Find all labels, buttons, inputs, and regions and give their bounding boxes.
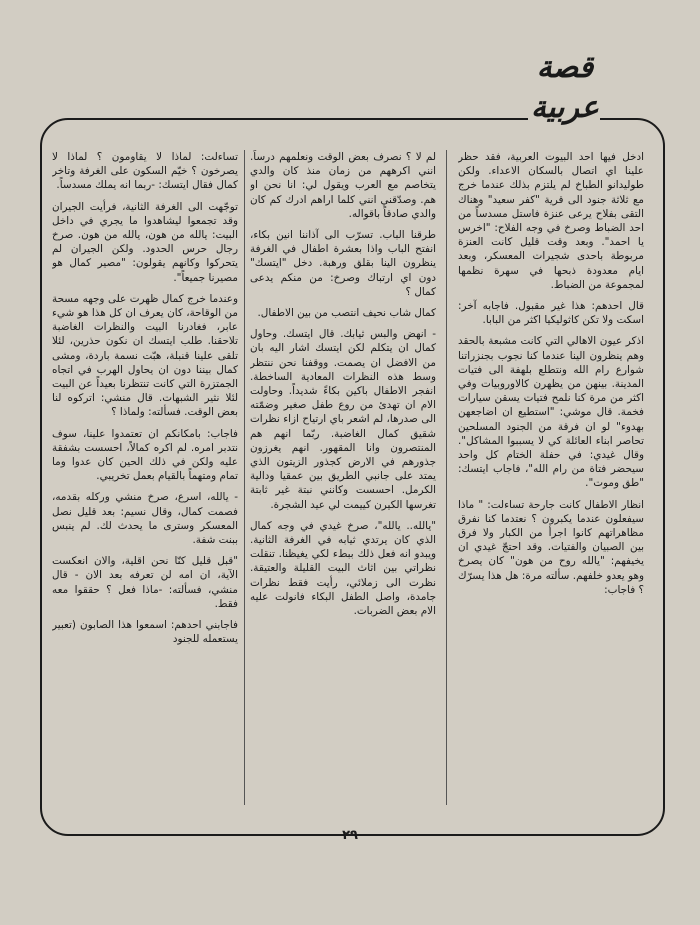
article-column-left <box>52 150 238 800</box>
paragraph: اذكر عيون الاهالي التي كانت مشبعة بالحقد وهم ينظرون الينا عندما كنا نجوب بجنزراتنا شوارع رام الله ونتطلع بلهفة الى فتيات المدينة. بينهن من يظهرن كالاوروبيات وفي اكثر من مرة كنا نلمح فتيات يسقن سيارات فخمة. قال موشي: "استطيع ان اضاجعهن بهدوء" لو ان فرقة من الجنود المسلحين تحاصر ابناء العائلة كي لا يسببوا المشاكل". وقال غيدي: في حفلة الختام كل واحد سيحضر فتاة من رام الله"، فاجاب ايتسك: "طق وموت". <box>458 335 644 490</box>
page-number: ٢٩ <box>342 828 358 843</box>
column-divider-right <box>446 150 447 805</box>
paragraph: ادخل فيها احد البيوت العربية، فقد حظر علينا اي اتصال بالسكان الاعداء. ولكن طوليدانو الطباخ لم يلتزم بذلك عندما خرج مع ثلاثة جنود الى قرية "كفر سعيد" وهناك التقى بفلاح يرعى عنزة فاستل مسدساً من احد الضباط وصرخ في وجه الفلاح: "اخرس يا احمد". وبعد وقت قليل كانت العنزة مربوطة باحدى شجيرات المعسكر، وبعد ايام معدودة ذبحها في سهرة نظمها لمجموعة من الضباط. <box>458 151 644 291</box>
paragraph: وعندما خرج كمال ظهرت على وجهه مسحة من الوقاحة، كان يعرف ان كل هذا هو شيء عابر، فغادرنا البيت والنظرات الغاضبة تلاحقنا. طلب ايتسك ان نكون حذرين، لئلا تلقى علينا قنبلة، هبّت نسمة باردة، ومشى كمال بيننا دون ان يحاول الهرب في اتجاه الجمتزرة التي كانت تنتظرنا بعيداً عن البيت لئلا نثير الشبهات. قال منشي: اتركوه لنا بعض الوقت. فسألته: ولماذا ؟ <box>52 292 238 419</box>
paragraph: انظار الاطفال كانت جارحة تساءلت: " ماذا سيفعلون عندما يكبرون ؟ نعتدما كنا نفرق مظاهراتهم كانوا اجرأ من الكبار ولا فرق بين الصبيان والفتيات. وقد احتجّ غيدي ان يخيفهم: "يالله روح من هون" كان يصرخ وهو يعدو خلفهم. سألته مرة: هل هذا يسرّك ؟ فاجاب: <box>458 498 644 596</box>
paragraph: فاجاب: بامكانكم ان تعتمدوا علينا، سوف نتدبر امره. لم اكره كمالاً، احسست بشفقة عليه ولكن في ذلك الحين كان عدوا وما تمام ومتهماً بالقيام بعمل تخريبي. <box>52 427 238 483</box>
article-column-right <box>458 150 644 820</box>
paragraph: - يالله، اسرع، صرخ منشي وركله بقدمه، فصمت كمال، وقال نسيم: بعد قليل نصل المعسكر وسترى ما يحدث لك. لم ينبس ببنت شفة. <box>52 491 238 547</box>
paragraph: قال احدهم: هذا غير مقبول. فاجابه آخر: اسكت ولا تكن كاثوليكيا اكثر من البابا. <box>458 300 644 327</box>
paragraph: كمال شاب نحيف انتصب من بين الاطفال. <box>257 307 436 320</box>
paragraph: لم لا ؟ نصرف بعض الوقت ونعلمهم درساً. انني اكرههم من زمان منذ كان والدي يتخاصم مع العرب ويقول لي: انا نحن او هم. وصدّقني انني كلما اراهم ادرك كم كان والدي صادقاً باقواله. <box>250 151 436 220</box>
paragraph: - انهض والبس ثيابك. قال ايتسك. وحاول كمال ان يتكلم لكن ايتسك اشار اليه بان من الافضل ان يصمت. ووقفنا نحن ننتظر وسط هذه النظرات المعادية الساخطة. انفجر الاطفال باكين بكاءً شديداً. وحاولت الام ان تهدئ من روع طفل صغير وضمّته الى صدرها، لم اشعر باي ارتياح ازاء نظرات شقيق كمال الغاضبة. ربّما انهم هم المنتصرون وانا المقهور. انهم يغرزون جذورهم في الارض كجذور الزيتون الذي يمتد على جانبي الطريق بين عمقيا ودالية الكرمل. احسست وكانني نبتة غير ثابتة تغرسها الكيرن كييمت لي عيد الشجرة. <box>250 328 436 511</box>
paragraph: "قبل قليل كنّا نحن اقلية، والان انعكست الآية، ان امه لن تعرفه بعد الان - قال منشي، فسألته: -ماذا فعل ؟ حققوا معه فقط. <box>52 555 238 610</box>
header-title-line1: قصة <box>536 50 594 85</box>
paragraph: "يالله.. يالله"، صرخ غيدي في وجه كمال الذي كان يرتدي ثيابه في الغرفة الثانية. ويبدو انه فعل ذلك ببطء لكي يغيظنا. تنقلت نظراتي بين اثاث البيت القليلة والعتيقة. نظرت الى زملائي، رأيت فقط نظرات جامدة، واصل الطفل البكاء فانولت عليه الام بعض الضربات. <box>250 519 436 618</box>
article-column-middle <box>250 150 436 805</box>
paragraph: فاجابني احدهم: اسمعوا هذا الصابون (تعبير يستعمله للجنود <box>52 619 238 646</box>
paragraph: طرقنا الباب. تسرّب الى آذاننا انين بكاء، انفتح الباب واذا بعشرة اطفال في الغرفة ينظرون الينا بقلق ورهبة. دخل "ايتسك" دون اي ارتباك وصرخ: من منكم يدعى كمال ؟ <box>250 229 436 298</box>
header-title-line2: عربية <box>531 90 599 125</box>
paragraph: تساءلت: لماذا لا يقاومون ؟ لماذا لا يصرخون ؟ خيّم السكون على الغرفة وتاخر كمال فقال ايتسك: -ربما انه يملك مسدساً. <box>52 151 238 192</box>
paragraph: توجّهت الى الغرفة الثانية، فرأيت الجيران وقد تجمعوا ليشاهدوا ما يجري في داخل البيت: يالله من هون، يالله من هون. صرخ رجال حرس الحدود. ولكن الجيران لم يتحركوا وكانهم يقولون: "مصير كمال هو مصيرنا جميعاً". <box>52 200 238 284</box>
column-divider-left <box>244 150 245 805</box>
